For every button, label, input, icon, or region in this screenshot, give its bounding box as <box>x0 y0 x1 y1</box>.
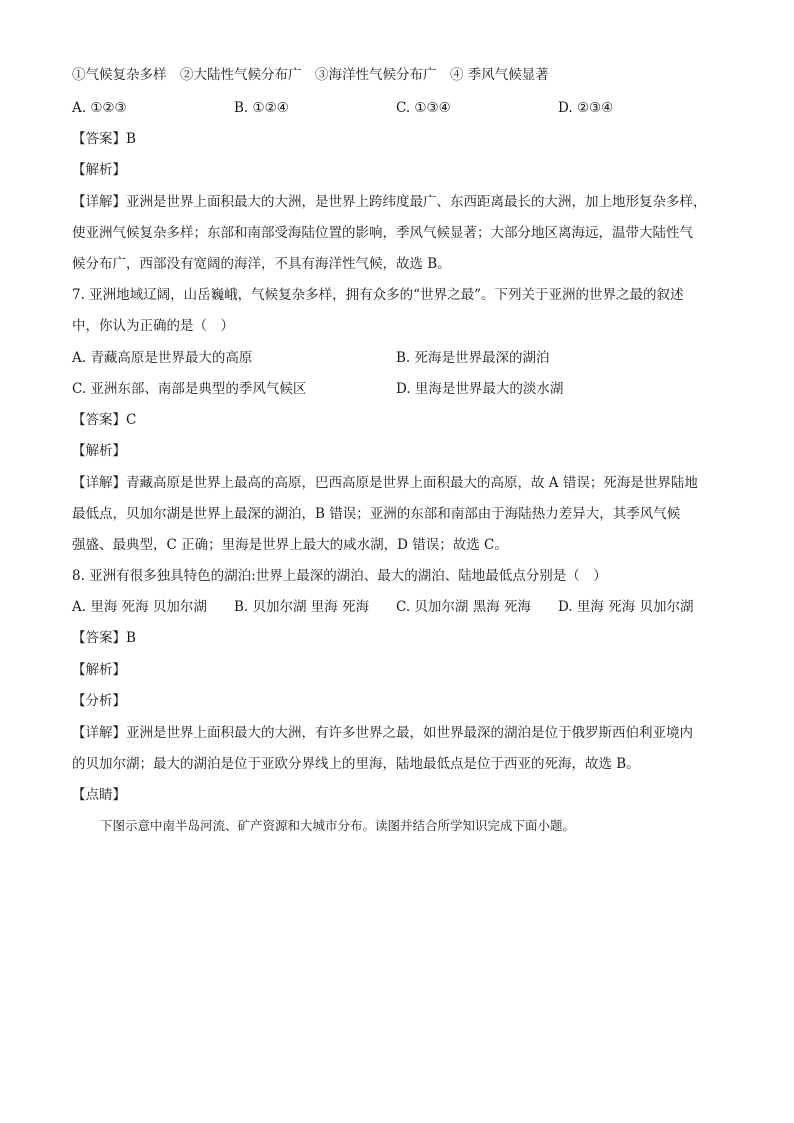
q8-detail-line-2: 的贝加尔湖；最大的湖泊是位于亚欧分界线上的里海，陆地最低点是位于西亚的死海，故选 B。 <box>72 756 640 772</box>
q6-option-b: B. ①②④ <box>234 100 289 116</box>
q7-stem-line-1: 7. 亚洲地域辽阔，山岳巍峨，气候复杂多样，拥有众多的“世界之最”。下列关于亚洲的世界之最的叙述 <box>72 287 684 303</box>
q6-option-a: A. ①②③ <box>72 100 127 116</box>
q7-answer: 【答案】C <box>72 412 137 428</box>
q6-option-d: D. ②③④ <box>558 100 614 116</box>
q8-analysis-heading: 【解析】 <box>72 662 126 678</box>
q8-option-c: C. 贝加尔湖 黑海 死海 <box>396 599 532 615</box>
q8-option-a: A. 里海 死海 贝加尔湖 <box>72 599 207 615</box>
next-question-intro: 下图示意中南半岛河流、矿产资源和大城市分布。读图并结合所学知识完成下面小题。 <box>100 818 576 833</box>
q8-detail-line-1: 【详解】亚洲是世界上面积最大的大洲，有许多世界之最，如世界最深的湖泊是位于俄罗斯西伯利亚境内 <box>72 725 693 741</box>
q7-option-a: A. 青藏高原是世界最大的高原 <box>72 350 253 366</box>
q6-analysis-heading: 【解析】 <box>72 162 126 178</box>
q6-detail-line-3: 候分布广，西部没有宽阔的海洋，不具有海洋性气候，故选 B。 <box>72 256 451 272</box>
q7-detail-line-3: 强盛、最典型，C 正确；里海是世界上最大的咸水湖，D 错误；故选 C。 <box>72 537 508 553</box>
q6-answer: 【答案】B <box>72 131 136 147</box>
q7-option-c: C. 亚洲东部、南部是典型的季风气候区 <box>72 381 307 397</box>
q7-stem-line-2: 中，你认为正确的是（ ） <box>72 318 234 334</box>
q6-option-c: C. ①③④ <box>396 100 451 116</box>
q8-stem: 8. 亚洲有很多独具特色的湖泊:世界上最深的湖泊、最大的湖泊、陆地最低点分别是（ ） <box>72 568 607 584</box>
q6-detail-line-1: 【详解】亚洲是世界上面积最大的大洲，是世界上跨纬度最广、东西距离最长的大洲，加上地形复杂多样， <box>72 194 707 210</box>
q7-option-b: B. 死海是世界最深的湖泊 <box>396 350 550 366</box>
q8-dianjing-heading: 【点睛】 <box>72 787 126 803</box>
q7-analysis-heading: 【解析】 <box>72 443 126 459</box>
q8-answer: 【答案】B <box>72 630 136 646</box>
q6-detail-line-2: 使亚洲气候复杂多样；东部和南部受海陆位置的影响，季风气候显著；大部分地区离海远，温带大陆性气 <box>72 225 693 241</box>
q7-detail-line-2: 最低点，贝加尔湖是世界上最深的湖泊，B 错误；亚洲的东部和南部由于海陆热力差异大，其季风气候 <box>72 506 681 522</box>
q8-option-b: B. 贝加尔湖 里海 死海 <box>234 599 370 615</box>
q8-fenxi-heading: 【分析】 <box>72 693 126 709</box>
q7-option-d: D. 里海是世界最大的淡水湖 <box>396 381 564 397</box>
q8-option-d: D. 里海 死海 贝加尔湖 <box>558 599 694 615</box>
q7-detail-line-1: 【详解】青藏高原是世界上最高的高原，巴西高原是世界上面积最大的高原，故 A 错误；死海是世界陆地 <box>72 475 698 491</box>
q6-choice-list: ①气候复杂多样 ②大陆性气候分布广 ③海洋性气候分布广 ④ 季风气候显著 <box>72 67 549 83</box>
